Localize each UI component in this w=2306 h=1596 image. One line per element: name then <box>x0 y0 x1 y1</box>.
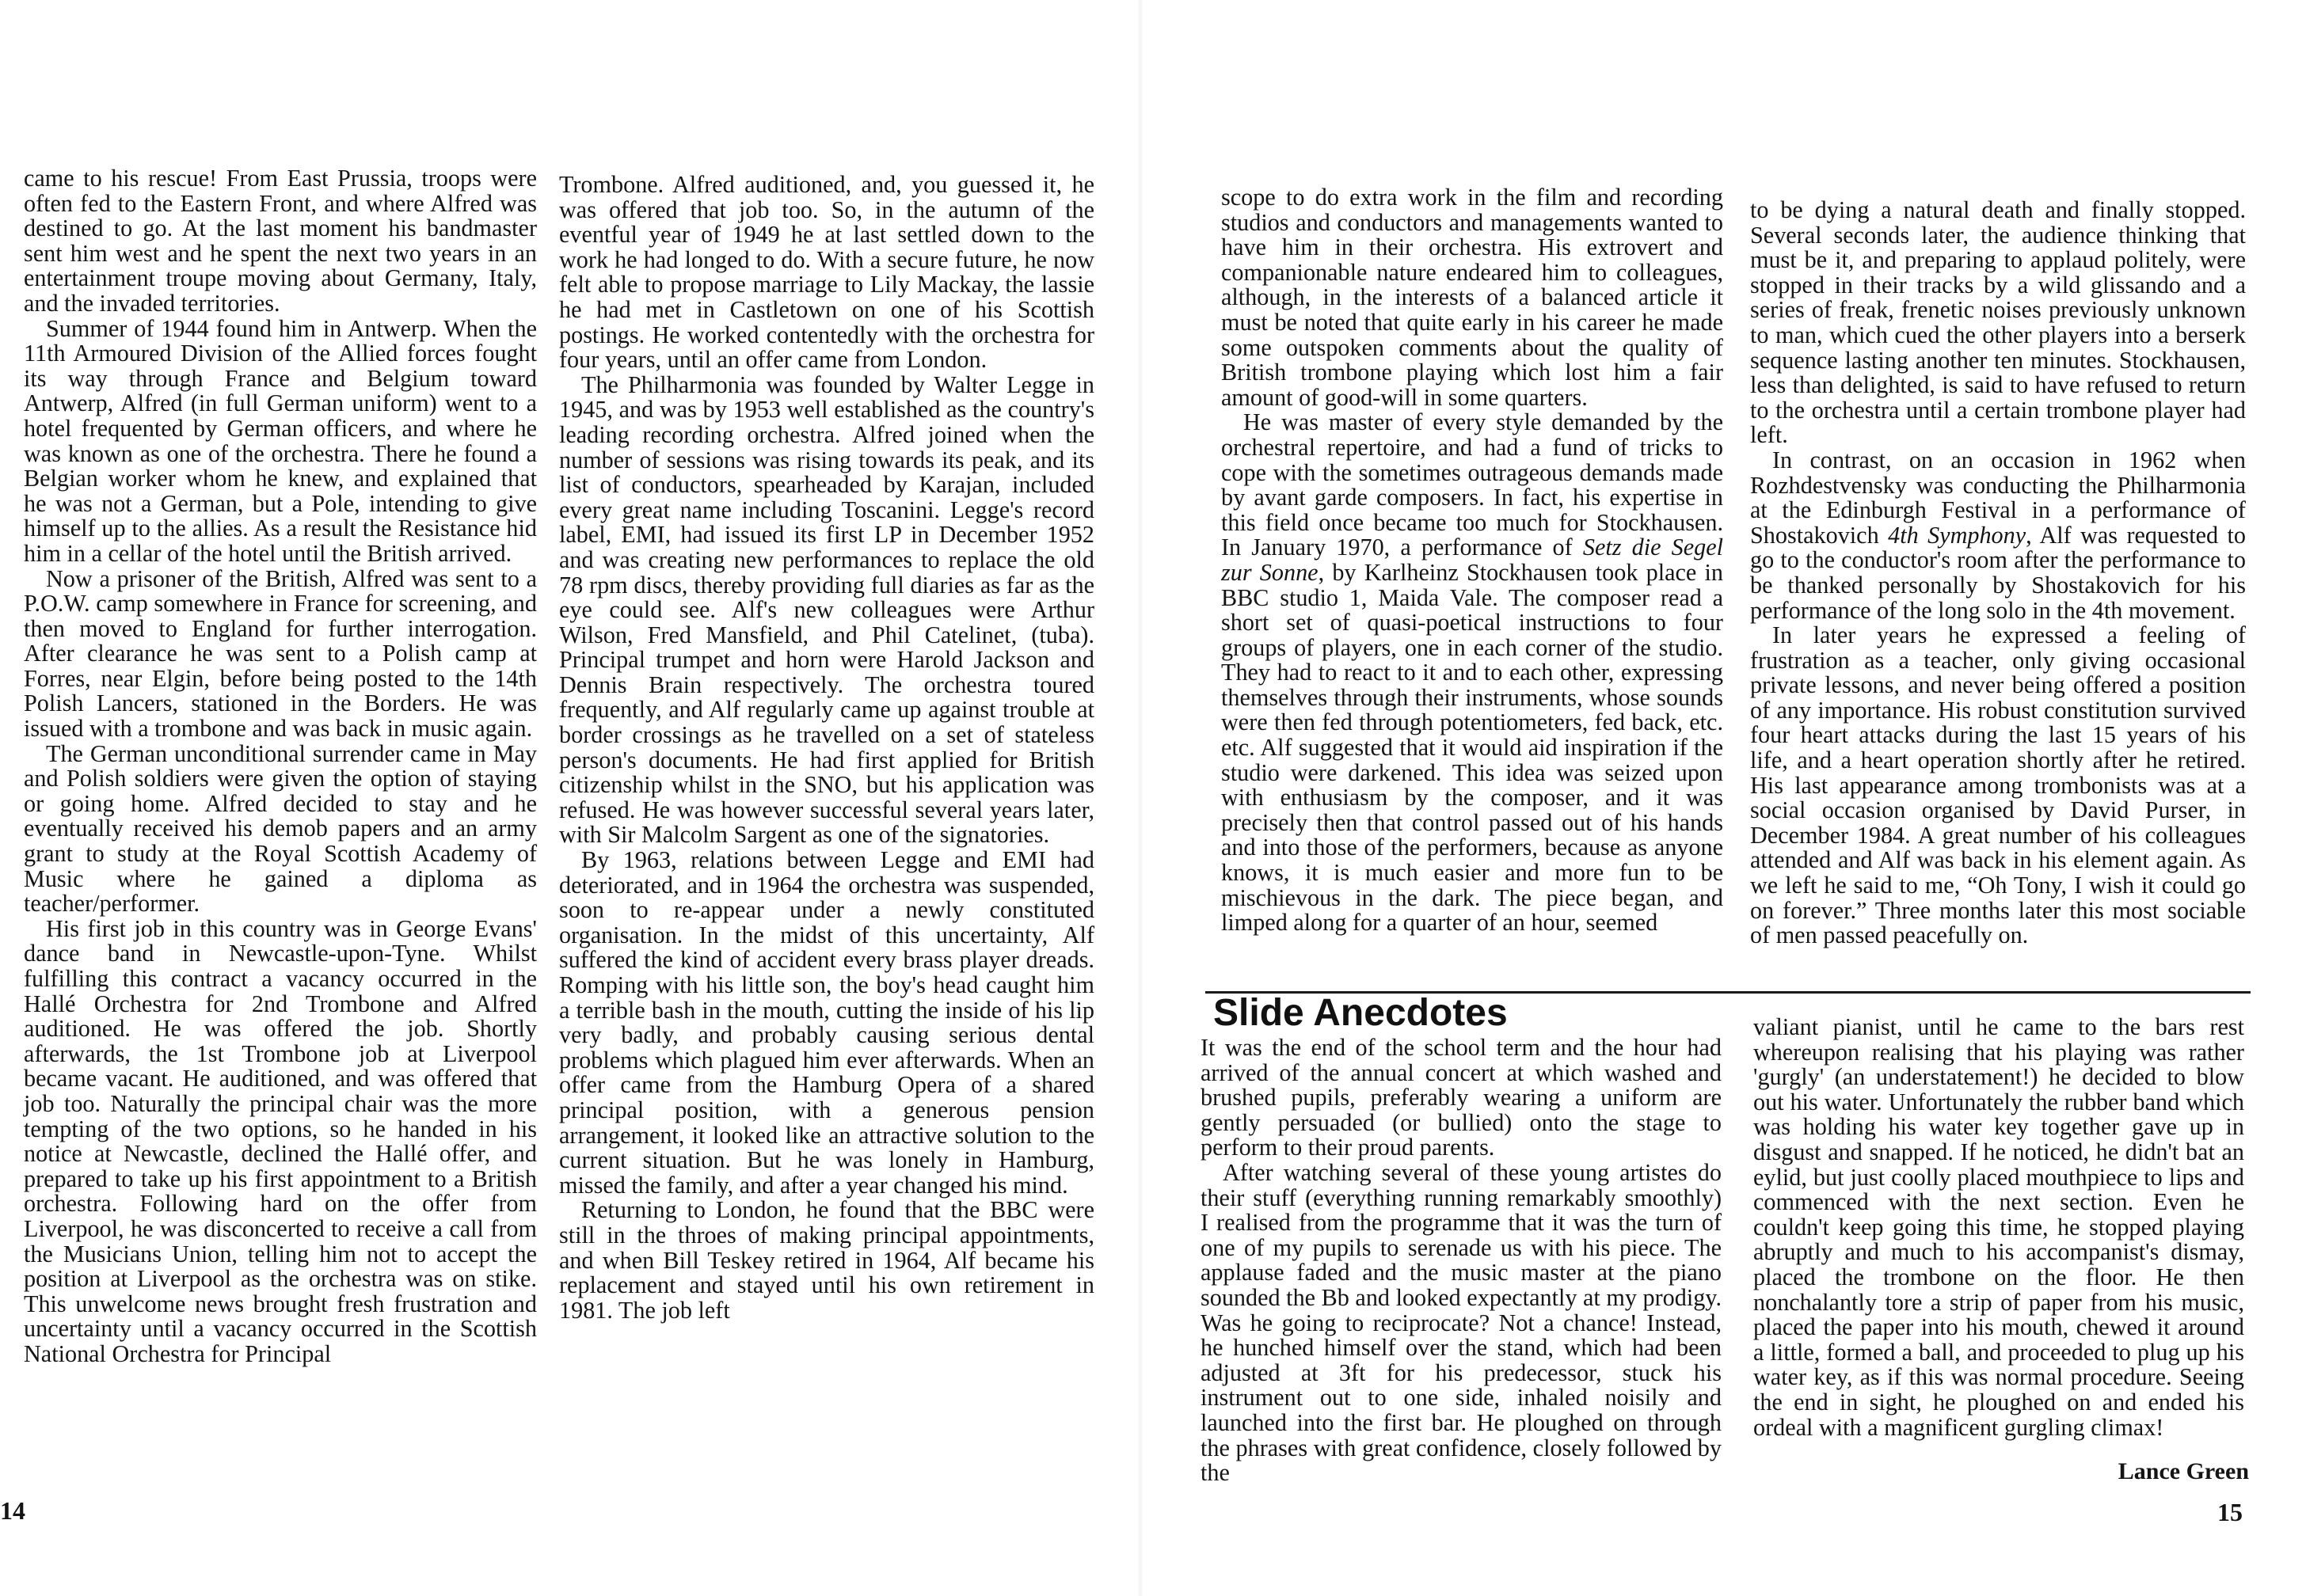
paragraph: scope to do extra work in the film and recording studios and conductors and managements wanted to have him in their orchestra. His extrovert and companionable nature endeared him to colleagues, although, in the interests of a balanced article it must be noted that quite early in his career he made some outspoken comments about the quality of British trombone playing which lost him a fair amount of good-will in some quarters. <box>1221 184 1723 411</box>
paragraph: The Philharmonia was founded by Walter Legge in 1945, and was by 1953 well established as the country's leading recording orchestra. Alfred joined when the number of sessions was rising towards its peak, and its list of conductors, spearheaded by Karajan, included every great name including Toscanini. Legge's record label, EMI, had issued its first LP in December 1952 and was creating new performances to replace the old 78 rpm discs, thereby providing full diaries as far as the eye could see. Alf's new colleagues were Arthur Wilson, Fred Mansfield, and Phil Catelinet, (tuba). Principal trumpet and horn were Harold Jackson and Dennis Brain respectively. The orchestra toured frequently, and Alf regularly came up against trouble at border crossings as he travelled on a set of stateless person's documents. He had first applied for British citizenship whilst in the SNO, but his application was refused. He was however successful several years later, with Sir Malcolm Sargent as one of the signatories. <box>559 370 1094 849</box>
article-column-1 <box>1201 1036 1722 1486</box>
paragraph: By 1963, relations between Legge and EMI had deteriorated, and in 1964 the orchestra was suspended, soon to re-appear under a newly constituted organisation. In the midst of this uncertainty, Alf suffered the kind of accident every brass player dreads. Romping with his little son, the boy's head caught him a terrible bash in the mouth, cutting the inside of his lip very badly, and probably causing serious dental problems which plagued him ever afterwards. When an offer came from the Hamburg Opera of a shared principal position, with a generous pension arrangement, it looked like an attractive solution to the current situation. But he was lonely in Hamburg, missed the family, and after a year changed his mind. <box>559 846 1094 1199</box>
paragraph-text: Stockhausen took place in BBC studio 1, Maida Vale. The composer read a short set of quasi-poetical instructions to four groups of players, one in each corner of the studio. They had to react to it and to each other, expressing themselves through their instruments, whose sounds were then fed through potentiometers, fed back, etc. etc. Alf suggested that it would aid inspiration if the studio were darkened. This idea was seized upon with enthusiasm by the composer, and it was precisely then that control passed out of his hands and into those of the performers, because as anyone knows, it is much easier and more fun to be mischievous in the dark. The piece began, and limped along for a quarter of an hour, seemed <box>1221 558 1724 937</box>
paragraph: Returning to London, he found that the BBC were still in the throes of making principal appointments, and when Bill Teskey retired in 1964, Alf became his replacement and stayed until his own retirement in 1981. The job left <box>559 1196 1094 1324</box>
paragraph-stockhausen <box>1221 410 1723 935</box>
paragraph: valiant pianist, until he came to the bars rest whereupon realising that his playing was rather 'gurgly' (an understatement!) he decided to blow out his water. Unfortunately the rubber band which was holding his water key together gave up in disgust and snapped. If he noticed, he didn't bat an eylid, but just coolly placed mouthpiece to lips and commenced with the next section. Even he couldn't keep going this time, he stopped playing abruptly and much to his accompanist's dismay, placed the trombone on the floor. He then nonchalantly tore a strip of paper from his music, placed the paper into his mouth, chewed it around a little, formed a ball, and proceeded to plug up his water key, as if this was normal procedure. Seeing the end in sight, he ploughed on and ended his ordeal with a magnificent gurgling climax! <box>1753 1013 2244 1441</box>
paragraph: The German unconditional surrender came in May and Polish soldiers were given the option of staying or going home. Alfred decided to stay and he eventually received his demob papers and an army grant to study at the Royal Scottish Academy of Music where he gained a diploma as teacher/performer. <box>24 739 537 918</box>
paragraph-text: In contrast, on an occasion in 1962 when Rozhdestvensky was conducting the Philharmonia at the Edinburgh Festival in a performance of Shostakovich <box>1750 446 2246 549</box>
work-title: Setz die Segel zur Sonne <box>1221 534 1723 586</box>
right-page-column-1 <box>1221 185 1723 936</box>
left-page-column-1 <box>24 166 537 1367</box>
right-page-column-2 <box>1750 198 2246 948</box>
paragraph: In later years he expressed a feeling of frustration as a teacher, only giving occasional private lessons, and never being offered a position of any importance. His robust constitution survived four heart attacks during the last 15 years of his life, and a heart operation shortly after he retired. His last appearance among trombonists was at a social occasion organised by David Purser, in December 1984. A great number of his colleagues attended and Alf was back in his element again. As we left he said to me, “Oh Tony, I wish it could go on forever.” Three months later this most sociable of men passed peacefully on. <box>1750 621 2246 949</box>
page-number-right: 15 <box>2217 1498 2243 1526</box>
page-number-left: 14 <box>0 1496 25 1525</box>
paragraph: Trombone. Alfred auditioned, and, you guessed it, he was offered that job too. So, in the autumn of the eventful year of 1949 he at last settled down to the work he had longed to do. With a secure future, he now felt able to propose marriage to Lily Mackay, the lassie he had met in Castletown on one of his Scottish postings. He worked contentedly with the orchestra for four years, until an offer came from London. <box>559 171 1094 374</box>
paragraph: to be dying a natural death and finally stopped. Several seconds later, the audience thinking that must be it, and preparing to applaud politely, were stopped in their tracks by a wild glissando and a series of freak, frenetic noises previously unknown to man, which cued the other players into a berserk sequence lasting another ten minutes. Stockhausen, less than delighted, is said to have refused to return to the orchestra until a certain trombone player had left. <box>1750 196 2246 449</box>
article-column-2 <box>1753 1015 2244 1440</box>
left-page-column-2 <box>559 173 1094 1323</box>
paragraph: After watching several of these young artistes do their stuff (everything running remarkably smoothly) I realised from the programme that it was the turn of one of my pupils to serenade us with his piece. The applause faded and the music master at the piano sounded the Bb and looked expectantly at my prodigy. Was he going to reciprocate? Not a chance! Instead, he hunched himself over the stand, which had been adjusted at 3ft for his predecessor, stuck his instrument out to one side, inhaled noisily and launched into the first bar. He ploughed on through the phrases with great confidence, closely followed by the <box>1201 1158 1722 1487</box>
paragraph: Now a prisoner of the British, Alfred was sent to a P.O.W. camp somewhere in France for screening, and then moved to England for further interrogation. After clearance he was sent to a Polish camp at Forres, near Elgin, before being posted to the 14th Polish Lancers, stationed in the Borders. He was issued with a trombone and was back in music again. <box>24 564 537 743</box>
paragraph: His first job in this country was in George Evans' dance band in Newcastle-upon-Tyne. Whilst fulfilling this contract a vacancy occurred in the Hallé Orchestra for 2nd Trombone and Alfred auditioned. He was offered the job. Shortly afterwards, the 1st Trombone job at Liverpool became vacant. He auditioned, and was offered that job too. Naturally the principal chair was the more tempting of the two options, so he handed in his notice at Newcastle, declined the Hallé offer, and prepared to take up his first appointment to a British orchestra. Following hard on the offer from Liverpool, he was disconcerted to receive a call from the Musicians Union, telling him not to accept the position at Liverpool as the orchestra was on stike. This unwelcome news brought fresh frustration and uncertainty until a vacancy occurred in the Scottish National Orchestra for Principal <box>24 914 537 1367</box>
paragraph: It was the end of the school term and the hour had arrived of the annual concert at which washed and brushed pupils, preferably wearing a uniform are gently persuaded (or bullied) onto the stage to perform to their proud parents. <box>1201 1034 1722 1161</box>
author-signature: Lance Green <box>2118 1458 2249 1484</box>
article-heading: Slide Anecdotes <box>1213 992 1508 1034</box>
paragraph-text: He was master of every style demanded by the orchestral repertoire, and had a fund of tricks to cope with the sometimes outrageous demands made by avant garde composers. In fact, his expertise in this field once became too much for Stockhausen. In January 1970, a performance of <box>1221 408 1723 561</box>
symphony-title-suffix: , Alf <box>2026 521 2072 549</box>
paragraph-text: was requested to go to the conductor's room after the performance to be thanked personally by Shostakovich for his performance of the long solo in the 4th movement. <box>1750 521 2247 624</box>
paragraph: came to his rescue! From East Prussia, troops were often fed to the Eastern Front, and where Alfred was destined to go. At the last moment his bandmaster sent him west and he spent the next two years in an entertainment troupe moving about Germany, Italy, and the invaded territories. <box>24 165 537 317</box>
work-title-suffix: , by Karlheinz <box>1318 558 1459 586</box>
paragraph: Summer of 1944 found him in Antwerp. When the 11th Armoured Division of the Allied forces fought its way through France and Belgium toward Antwerp, Alfred (in full German uniform) went to a hotel frequented by German officers, and where he was known as one of the orchestra. There he found a Belgian worker whom he knew, and explained that he was not a German, but a Pole, intending to give himself up to the allies. As a result the Resistance hid him in a cellar of the hotel until the British arrived. <box>24 314 537 567</box>
page-gutter <box>1137 0 1143 1596</box>
symphony-title: 4th Symphony <box>1888 521 2026 549</box>
paragraph-shostakovich <box>1750 448 2246 623</box>
